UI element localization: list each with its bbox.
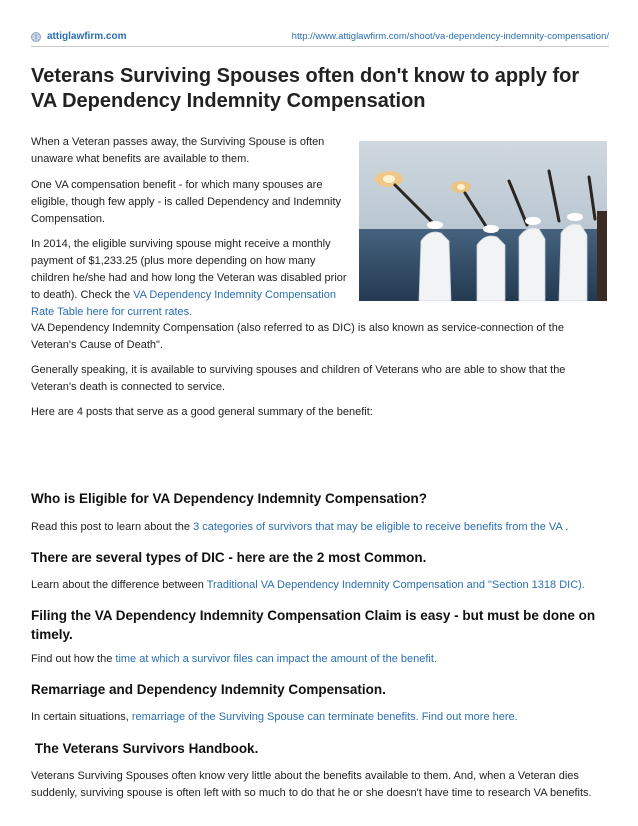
text-line: suddenly, surviving spouse is often left with so much to do that he or she doesn't have time to research VA benefits. <box>31 787 592 799</box>
section-heading-filing <box>31 606 611 644</box>
page-header <box>0 0 638 40</box>
dic-definition-paragraph <box>31 320 606 354</box>
section-text-remarriage <box>31 709 611 726</box>
section-heading-handbook: The Veterans Survivors Handbook. <box>31 741 259 756</box>
rate-table-link-continued[interactable]: Rate Table here for current rates. <box>31 306 193 318</box>
header-divider <box>31 46 609 47</box>
honor-guard-photo <box>359 141 607 301</box>
globe-icon <box>31 32 41 42</box>
heading-line: Filing the VA Dependency Indemnity Compensation Claim is easy - but must be done on <box>31 608 596 623</box>
section-heading-remarriage: Remarriage and Dependency Indemnity Compensation. <box>31 682 386 697</box>
site-link[interactable]: attiglawfirm.com <box>47 31 127 42</box>
text-line: unaware what benefits are available to them. <box>31 153 250 165</box>
text-segment: . <box>562 521 569 533</box>
section-text-eligibility <box>31 519 611 536</box>
survivor-categories-link[interactable]: 3 categories of survivors that may be eligible to receive benefits from the VA <box>193 521 563 533</box>
text-line: VA Dependency Indemnity Compensation (also referred to as DIC) is also known as service-connection of the <box>31 322 564 334</box>
text-line: Veteran's Cause of Death". <box>31 339 163 351</box>
dic-types-link[interactable]: Traditional VA Dependency Indemnity Compensation and "Section 1318 DIC). <box>206 579 585 591</box>
text-line: children he/she had and how long the Veteran was disabled prior <box>31 272 347 284</box>
eligibility-paragraph <box>31 362 606 396</box>
remarriage-link[interactable]: remarriage of the Surviving Spouse can terminate benefits. Find out more here. <box>131 711 518 723</box>
text-segment: Learn about the difference between <box>31 579 207 591</box>
text-line: Veteran's death is connected to service. <box>31 381 226 393</box>
section-text-dic-types <box>31 577 611 594</box>
section-heading-dic-types: There are several types of DIC - here are the 2 most Common. <box>31 550 427 565</box>
text-line: In 2014, the eligible surviving spouse might receive a monthly <box>31 238 331 250</box>
text-segment: In certain situations, <box>31 711 132 723</box>
text-line: When a Veteran passes away, the Surviving Spouse is often <box>31 136 325 148</box>
text-line: One VA compensation benefit - for which many spouses are <box>31 179 323 191</box>
section-text-filing <box>31 651 611 668</box>
text-line: to death). Check the <box>31 289 134 301</box>
intro-paragraph <box>31 134 351 168</box>
benefit-paragraph <box>31 177 361 228</box>
rate-table-link[interactable]: VA Dependency Indemnity Compensation <box>133 289 336 301</box>
text-line: Compensation. <box>31 213 105 225</box>
photo-illustration <box>359 141 607 301</box>
text-line: Generally speaking, it is available to surviving spouses and children of Veterans who are able to show that the <box>31 364 566 376</box>
text-segment: Find out how the <box>31 653 116 665</box>
section-text-handbook <box>31 768 621 802</box>
text-line: payment of $1,233.25 (plus more depending on how many <box>31 255 316 267</box>
text-line: eligible, though few apply - is called Dependency and Indemnity <box>31 196 342 208</box>
rate-paragraph <box>31 236 361 321</box>
text-line: Veterans Surviving Spouses often know very little about the benefits available to them. And, when a Veteran dies <box>31 770 579 782</box>
summary-intro: Here are 4 posts that serve as a good general summary of the benefit: <box>31 406 373 418</box>
heading-line: timely. <box>31 627 73 642</box>
section-heading-eligibility: Who is Eligible for VA Dependency Indemnity Compensation? <box>31 491 428 506</box>
source-url-link[interactable]: http://www.attiglawfirm.com/shoot/va-dependency-indemnity-compensation/ <box>291 31 609 42</box>
text-segment: Read this post to learn about the <box>31 521 194 533</box>
filing-timing-link[interactable]: time at which a survivor files can impact the amount of the benefit. <box>115 653 437 665</box>
article-title: Veterans Surviving Spouses often don't know to apply for VA Dependency Indemnity Compensation <box>31 65 580 112</box>
